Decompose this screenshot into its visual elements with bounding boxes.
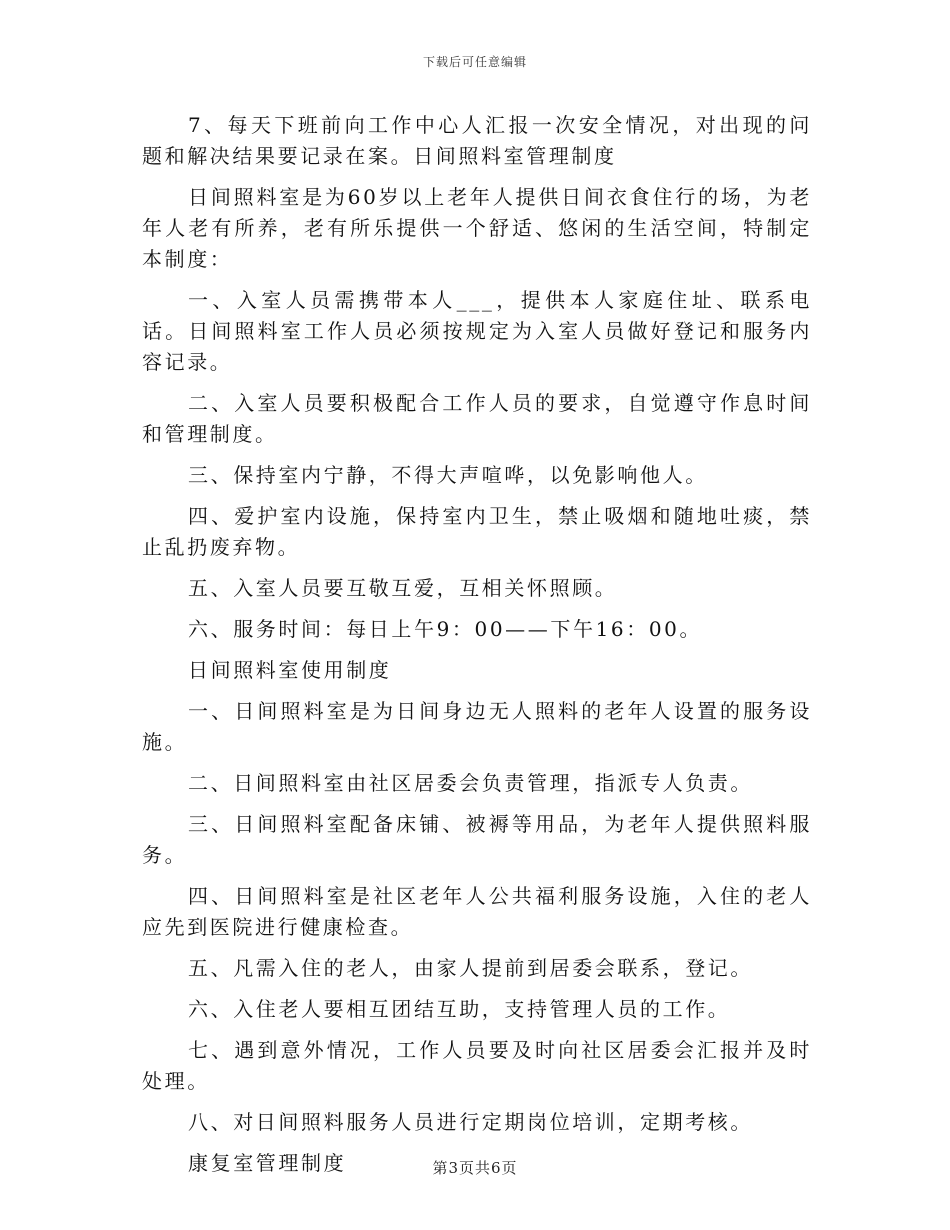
paragraph-3: 一、入室人员需携带本人___，提供本人家庭住址、联系电话。日间照料室工作人员必须按规定为入室人员做好登记和服务内容记录。 [142,288,812,374]
paragraph-6: 四、爱护室内设施，保持室内卫生，禁止吸烟和随地吐痰，禁止乱扔废弃物。 [142,504,812,559]
document-body [142,110,812,1189]
section-heading-rehab: 康复室管理制度 [188,1151,347,1175]
paragraph-12: 四、日间照料室是社区老年人公共福利服务设施，入住的老人应先到医院进行健康检查。 [142,884,812,939]
page-header: 下载后可任意编辑 [422,55,527,69]
paragraph-2: 日间照料室是为60岁以上老年人提供日间衣食住行的场，为老年人老有所养，老有所乐提供一个舒适、悠闲的生活空间，特制定本制度： [142,185,812,271]
section-heading-usage: 日间照料室使用制度 [188,658,392,682]
paragraph-4: 二、入室人员要积极配合工作人员的要求，自觉遵守作息时间和管理制度。 [142,391,812,446]
paragraph-13: 五、凡需入住的老人，由家人提前到居委会联系，登记。 [188,956,753,980]
page-footer: 第3页共6页 [432,1159,518,1177]
paragraph-9: 一、日间照料室是为日间身边无人照料的老年人设置的服务设施。 [142,699,812,754]
paragraph-14: 六、入住老人要相互团结互助，支持管理人员的工作。 [188,997,731,1021]
paragraph-11: 三、日间照料室配备床铺、被褥等用品，为老年人提供照料服务。 [142,812,812,867]
paragraph-10: 二、日间照料室由社区居委会负责管理，指派专人负责。 [188,771,753,795]
paragraph-15: 七、遇到意外情况，工作人员要及时向社区居委会汇报并及时处理。 [142,1038,812,1093]
paragraph-5: 三、保持室内宁静，不得大声喧哗，以免影响他人。 [188,463,708,487]
paragraph-1: 7、每天下班前向工作中心人汇报一次安全情况，对出现的问题和解决结果要记录在案。日间照料室管理制度 [142,113,812,168]
paragraph-7: 五、入室人员要互敬互爱，互相关怀照顾。 [188,576,618,600]
paragraph-8: 六、服务时间：每日上午9：00——下午16：00。 [188,617,703,641]
paragraph-16: 八、对日间照料服务人员进行定期岗位培训，定期考核。 [188,1110,753,1134]
